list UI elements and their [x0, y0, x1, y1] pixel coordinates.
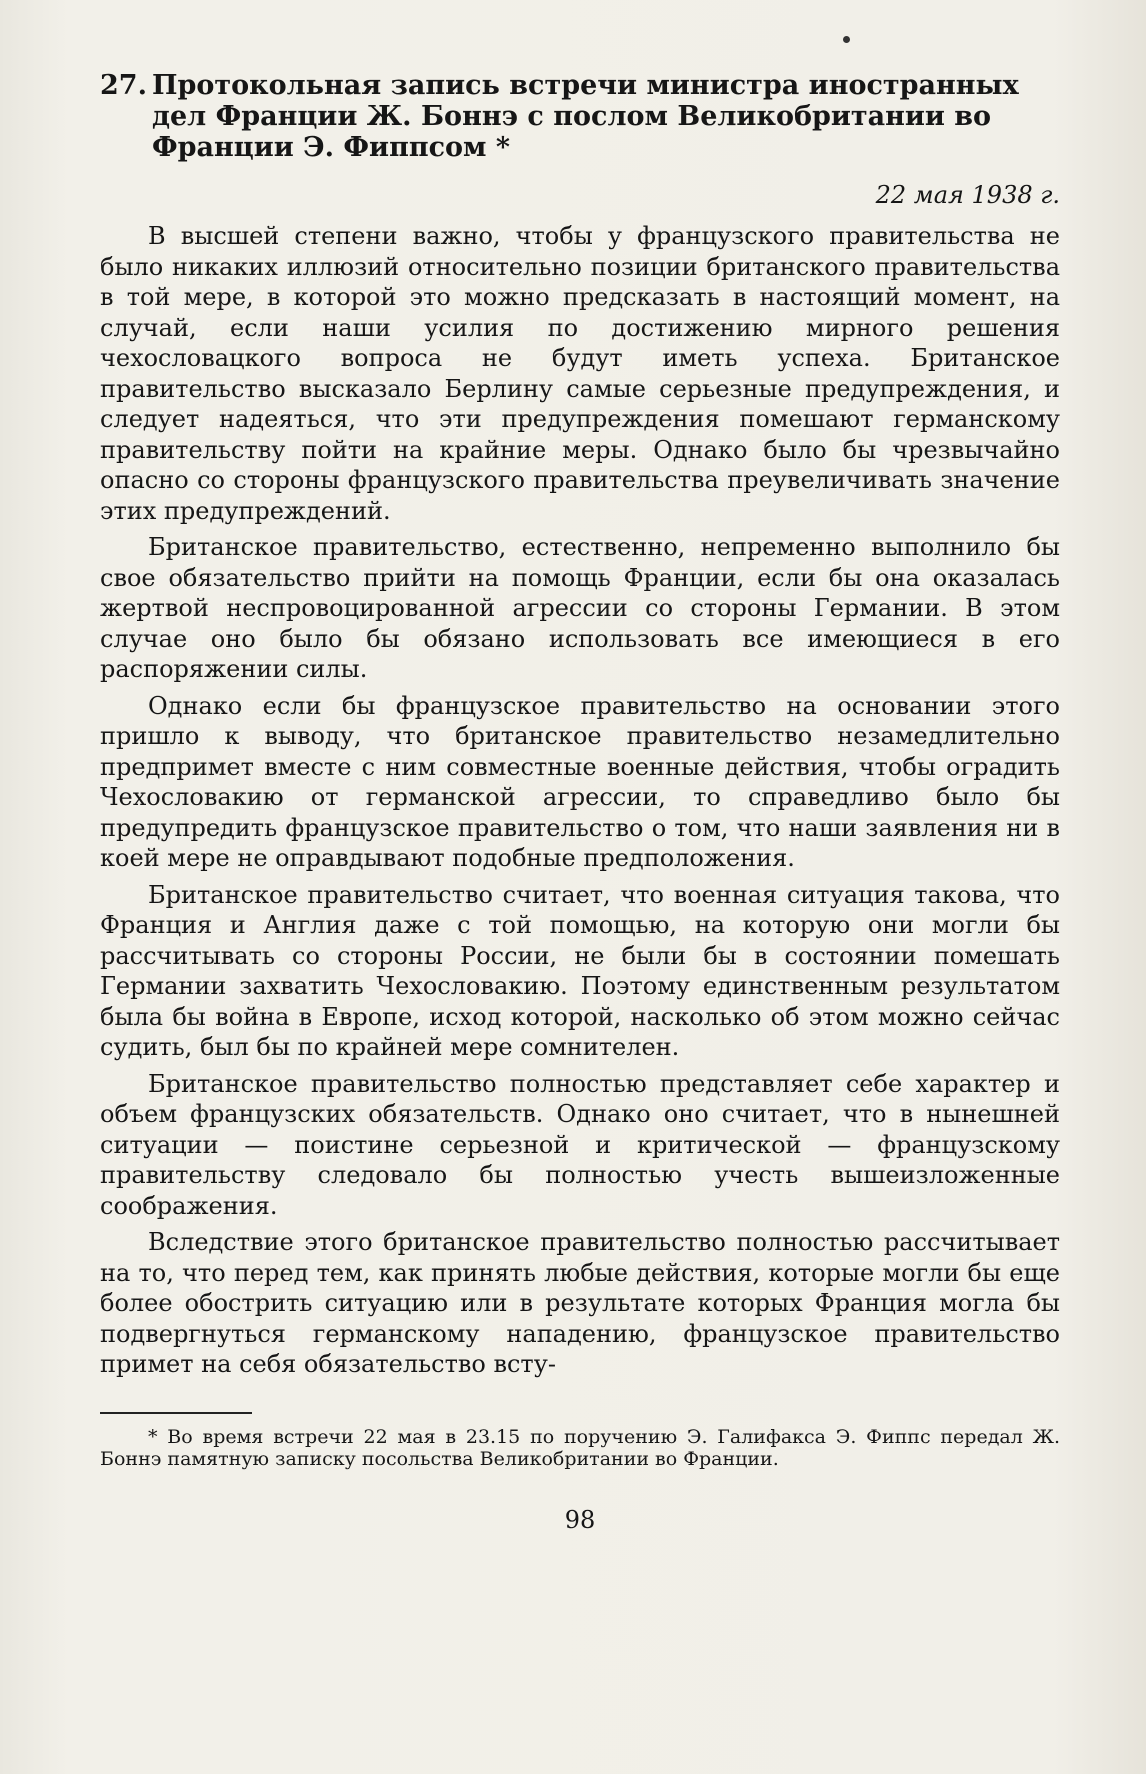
page-number: 98 [564, 1505, 596, 1534]
document-number: 27. [100, 70, 147, 101]
body-text [100, 221, 1060, 1380]
document-title: Протокольная запись встречи министра иностранных дел Франции Ж. Боннэ с послом Великобритании во Франции Э. Фиппсом * [152, 70, 1019, 163]
paragraph-1: В высшей степени важно, чтобы у французского правительства не было никаких иллюзий относительно позиции британского правительства в той мере, в которой это можно предсказать в настоящий момент, на случай, если наши усилия по достижению мирного решения чехословацкого вопроса не будут иметь успеха. Британское правительство высказало Берлину самые серьезные предупреждения, и следует надеяться, что эти предупреждения помешают германскому правительству пойти на крайние меры. Однако было бы чрезвычайно опасно со стороны французского правительства преувеличивать значение этих предупреждений. [100, 222, 1060, 525]
document-heading [100, 70, 1060, 163]
paragraph-4: Британское правительство считает, что военная ситуация такова, что Франция и Англия даже с той помощью, на которую они могли бы рассчитывать со стороны России, не были бы в состоянии помешать Германии захватить Чехословакию. Поэтому единственным результатом была бы война в Европе, исход которой, насколько об этом можно сейчас судить, был бы по крайней мере сомнителен. [100, 880, 1060, 1061]
paragraph-6: Вследствие этого британское правительство полностью рассчитывает на то, что перед тем, как принять любые действия, которые могли бы еще более обострить ситуацию или в результате которых Франция могла бы подвергнуться германскому нападению, французское правительство примет на себя обязательство всту- [100, 1228, 1060, 1378]
footnote-divider [100, 1412, 252, 1414]
footnote: * Во время встречи 22 мая в 23.15 по поручению Э. Галифакса Э. Фиппс передал Ж. Боннэ памятную записку посольства Великобритании во Франции. [100, 1425, 1060, 1470]
paragraph-2: Британское правительство, естественно, непременно выполнило бы свое обязательство прийти на помощь Франции, если бы она оказалась жертвой неспровоцированной агрессии со стороны Германии. В этом случае оно было бы обязано использовать все имеющиеся в его распоряжении силы. [100, 533, 1060, 683]
paragraph-3: Однако если бы французское правительство на основании этого пришло к выводу, что британское правительство незамедлительно предпримет вместе с ним совместные военные действия, чтобы оградить Чехословакию от германской агрессии, то справедливо было бы предупредить французское правительство о том, что наши заявления ни в коей мере не оправдывают подобные предположения. [100, 691, 1060, 872]
paragraph-5: Британское правительство полностью представляет себе характер и объем французских обязательств. Однако оно считает, что в нынешней ситуации — поистине серьезной и критической — французскому правительству следовало бы полностью учесть вышеизложенные соображения. [100, 1069, 1060, 1220]
document-date: 22 мая 1938 г. [875, 181, 1060, 209]
ink-dot [843, 36, 850, 43]
